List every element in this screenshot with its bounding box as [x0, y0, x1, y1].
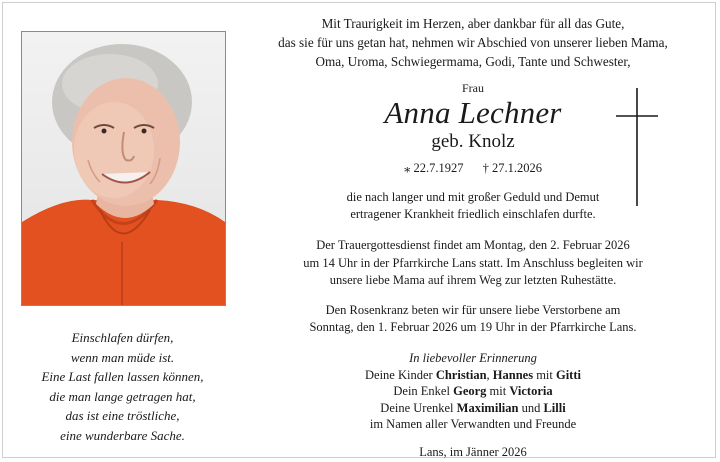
deceased-name: Anna Lechner [384, 95, 562, 130]
salutation: Frau [462, 81, 484, 95]
poem-line: eine wunderbare Sache. [60, 427, 185, 443]
poem-line: wenn man müde ist. [70, 349, 175, 365]
poem-line: die man lange getragen hat, [49, 388, 196, 404]
great-grandchild-line [232, 400, 714, 416]
place-date: Lans, im Jänner 2026 [419, 445, 527, 460]
grandchild-name: Georg [453, 384, 487, 399]
separator: , [486, 367, 490, 382]
rosary-line: Sonntag, den 1. Februar 2026 um 19 Uhr in der Pfarrkirche Lans. [309, 320, 637, 335]
great-grandchild-name: Lilli [543, 400, 566, 415]
partner-name: Gitti [555, 367, 581, 382]
birth-date: ⁎ 22.7.1927 [404, 161, 464, 175]
life-dates [232, 160, 714, 177]
death-date: † 27.1.2026 [482, 161, 542, 175]
passing-line: ertragener Krankheit friedlich einschlafen durfte. [350, 207, 596, 222]
poem-line: Einschlafen dürfen, [71, 330, 174, 345]
poem [10, 328, 235, 445]
portrait-photo [21, 31, 226, 306]
mit-word: mit [489, 384, 507, 399]
poem-line: das ist eine tröstliche, [65, 408, 180, 423]
relatives-line: im Namen aller Verwandten und Freunde [369, 417, 577, 432]
children-prefix: Deine Kinder [365, 367, 433, 382]
intro-line: Oma, Uroma, Schwiegermama, Godi, Tante und Schwester, [315, 54, 631, 69]
poem-line: Eine Last fallen lassen können, [41, 369, 204, 384]
great-prefix: Deine Urenkel [380, 400, 454, 415]
maiden-name: geb. Knolz [431, 131, 515, 152]
intro [232, 14, 714, 71]
mourners [232, 350, 714, 432]
rosary-text [232, 302, 714, 336]
children-line [232, 367, 714, 383]
rosary-line: Den Rosenkranz beten wir für unsere liebe Verstorbene am [325, 303, 621, 318]
grandchild-prefix: Dein Enkel [393, 384, 450, 399]
und-word: und [521, 400, 541, 415]
service-line: unsere liebe Mama auf ihrem Weg zur letzten Ruhestätte. [329, 272, 617, 287]
child-name: Hannes [492, 367, 534, 382]
passing-line: die nach langer und mit großer Geduld und Demut [346, 190, 600, 204]
service-line: um 14 Uhr in der Pfarrkirche Lans statt. Im Anschluss begleiten wir [303, 255, 643, 270]
mit-word: mit [536, 367, 553, 382]
child-name: Christian [435, 367, 487, 382]
service-text [232, 237, 714, 289]
memory-lead: In liebevoller Erinnerung [409, 351, 537, 366]
passing-text [232, 189, 714, 223]
intro-line: Mit Traurigkeit im Herzen, aber dankbar für all das Gute, [321, 16, 625, 31]
intro-line: das sie für uns getan hat, nehmen wir Abschied von unserer lieben Mama, [278, 35, 668, 50]
service-line: Der Trauergottesdienst findet am Montag, den 2. Februar 2026 [316, 238, 630, 253]
partner-name: Victoria [509, 384, 553, 399]
notice-text [232, 14, 714, 461]
great-grandchild-name: Maximilian [456, 400, 519, 415]
grandchild-line [232, 383, 714, 399]
